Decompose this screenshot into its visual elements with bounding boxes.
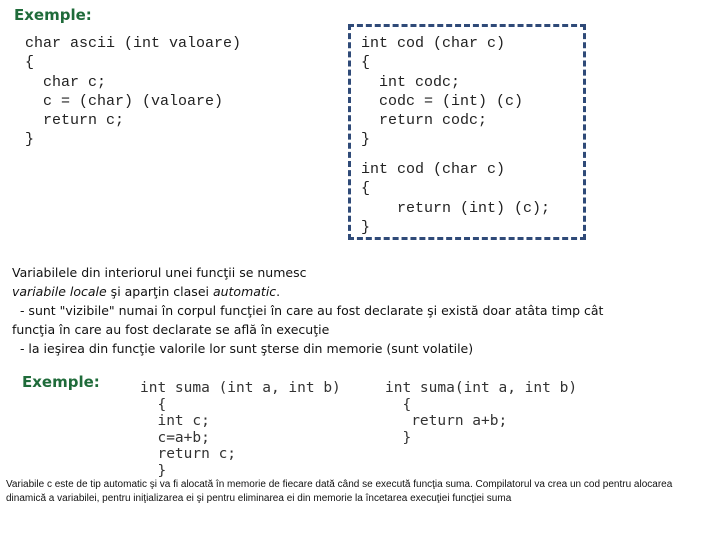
code-line: char c; bbox=[25, 73, 107, 91]
code-line: int suma(int a, int b) bbox=[385, 380, 578, 396]
code-line: int codc; bbox=[361, 73, 461, 91]
code-line: { bbox=[140, 396, 167, 413]
code-line: return a+b; bbox=[385, 413, 508, 429]
code-line: codc = (int) (c) bbox=[361, 92, 524, 110]
code-line: return (int) (c); bbox=[361, 199, 551, 217]
code-block-suma-automatic bbox=[140, 380, 341, 479]
term-automatic: automatic bbox=[212, 284, 277, 299]
paragraph-line: - la ieşirea din funcţie valorile lor sunt şterse din memorie (sunt volatile) bbox=[12, 341, 474, 356]
code-line: { bbox=[385, 396, 412, 413]
paragraph-line: - sunt "vizibile" numai în corpul funcţiei în care au fost declarate şi există doar atâta timp cât bbox=[12, 303, 604, 318]
term-local-variables: variabile locale bbox=[12, 284, 107, 299]
code-line: return codc; bbox=[361, 112, 488, 130]
code-line: char ascii (int valoare) bbox=[25, 35, 242, 52]
paragraph-line bbox=[12, 282, 702, 301]
code-line: } bbox=[361, 131, 371, 149]
code-line: int cod (char c) bbox=[361, 161, 506, 178]
paragraph-line: Variabilele din interiorul unei funcţii se numesc bbox=[12, 265, 307, 280]
code-line: int cod (char c) bbox=[361, 35, 506, 52]
code-line: return c; bbox=[140, 446, 237, 462]
examples-heading-top: Exemple: bbox=[14, 6, 92, 24]
code-line: } bbox=[361, 218, 371, 236]
code-line: } bbox=[140, 462, 167, 479]
code-line: { bbox=[361, 54, 371, 72]
code-line: c=a+b; bbox=[140, 429, 210, 446]
code-line: } bbox=[25, 131, 35, 149]
code-line: { bbox=[25, 54, 35, 72]
code-line: int suma (int a, int b) bbox=[140, 380, 341, 396]
paragraph-text: şi aparţin clasei bbox=[106, 284, 213, 299]
code-block-int-cod-a bbox=[361, 34, 523, 150]
code-line: c = (char) (valoare) bbox=[25, 92, 224, 110]
code-line: int c; bbox=[140, 413, 210, 429]
local-variables-explanation bbox=[12, 263, 702, 358]
paragraph-text: . bbox=[276, 284, 281, 299]
code-line: { bbox=[361, 180, 371, 198]
code-line: return c; bbox=[25, 112, 125, 130]
examples-heading-bottom: Exemple: bbox=[22, 373, 100, 391]
code-block-char-ascii bbox=[25, 34, 241, 150]
paragraph-line: funcţia în care au fost declarate se află în execuţie bbox=[12, 322, 330, 337]
code-block-int-cod-b bbox=[361, 160, 550, 237]
code-line: } bbox=[385, 429, 412, 446]
code-block-suma-direct bbox=[385, 380, 577, 446]
footnote-explanation: Variabile c este de tip automatic şi va fi alocată în memorie de fiecare dată când se execută funcţia suma. Compilatorul va crea un cod pentru alocarea dinamică a variabilei, pentru iniţializarea ei şi pentru eliminarea ei din memorie la încetarea execuţiei funcţiei suma bbox=[6, 479, 673, 504]
